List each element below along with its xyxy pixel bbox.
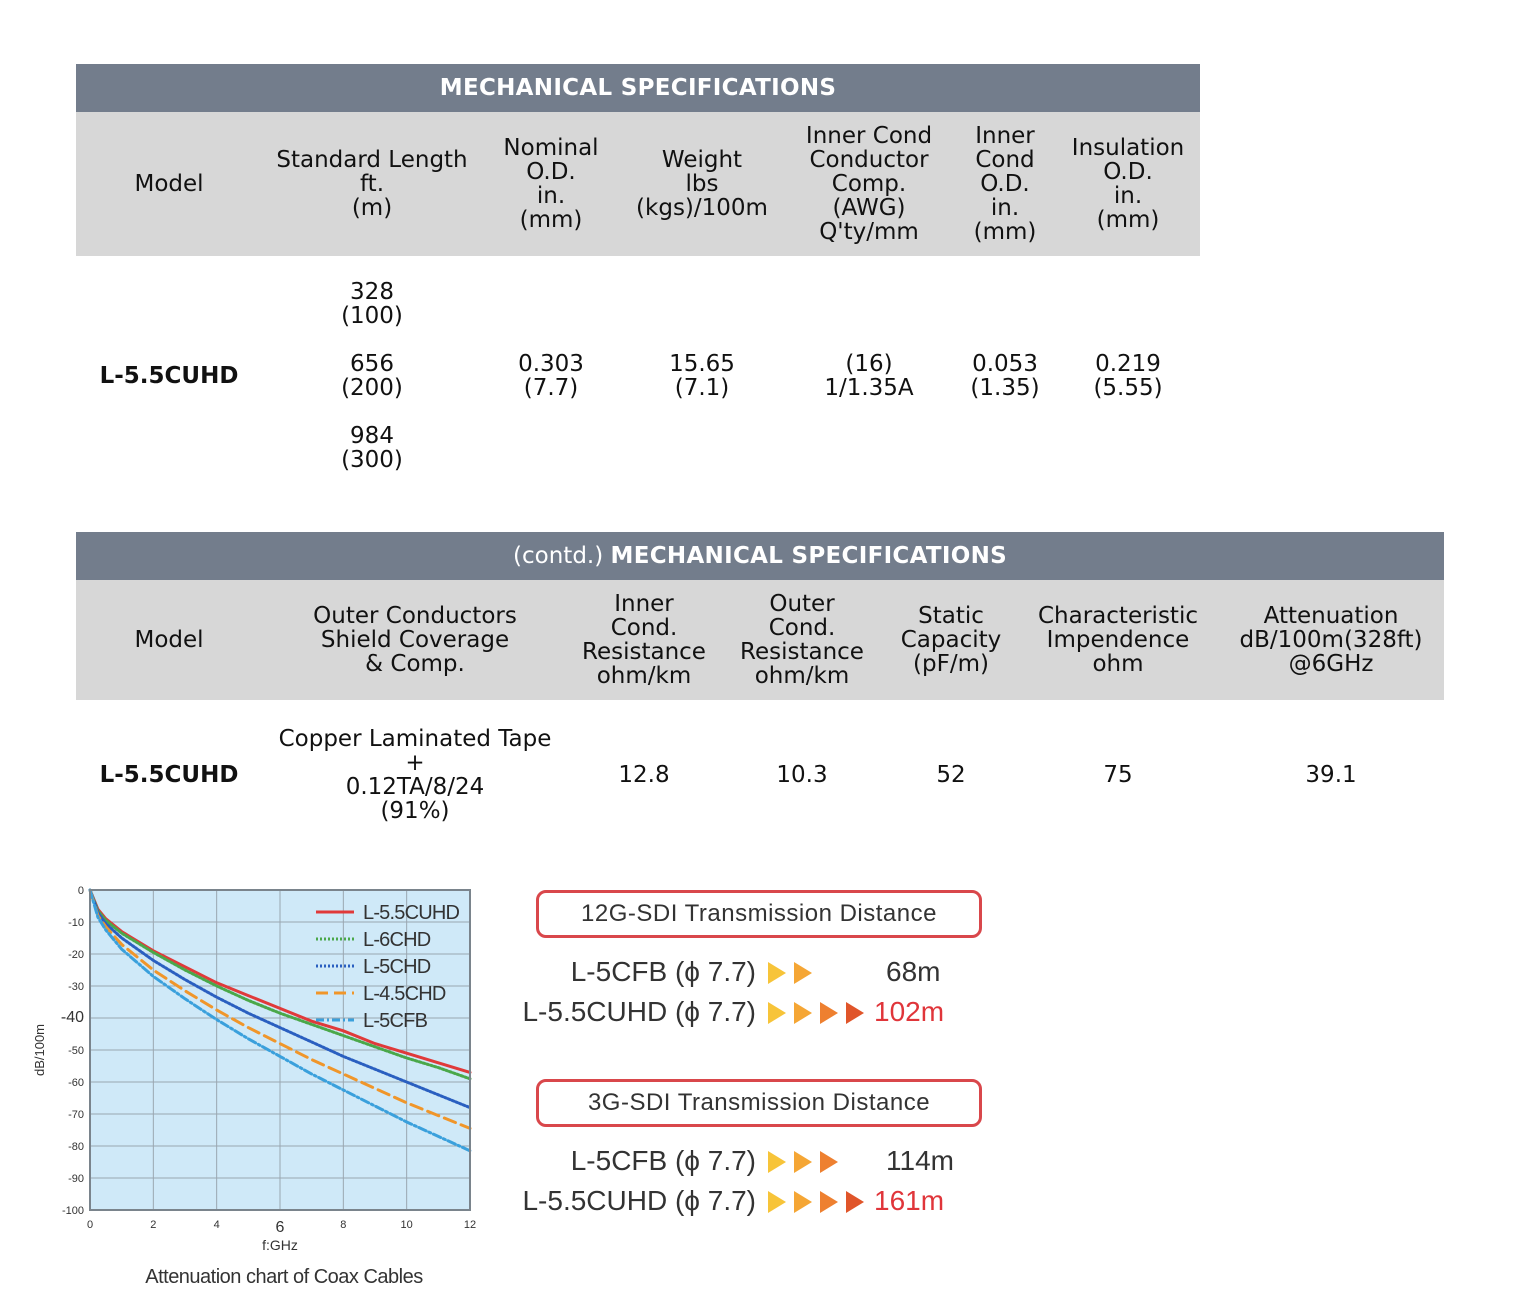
y-tick-labels <box>61 885 84 1217</box>
length-200m: 656 (200) <box>341 351 403 401</box>
model-cell: L-5.5CUHD <box>99 363 239 389</box>
x-tick-label: 12 <box>463 1219 477 1231</box>
cell-line: Capacity <box>900 627 1002 653</box>
outer-resistance-cell: 10.3 <box>776 762 828 788</box>
y-tick-label: -40 <box>60 1009 84 1026</box>
cell-line: lbs <box>685 171 719 197</box>
cell-line: (16) <box>845 351 893 377</box>
cable-name: L-5.5CUHD (ϕ 7.7) <box>522 996 756 1027</box>
arrow-icon <box>794 1002 812 1024</box>
cell-line: Cond <box>975 147 1035 173</box>
mechanical-specs-contd-table <box>76 532 1444 850</box>
header-standard-length <box>262 112 482 256</box>
cell-line: O.D. <box>980 171 1030 197</box>
cable-name: L-5.5CUHD (ϕ 7.7) <box>522 1185 756 1216</box>
cell-line: @6GHz <box>1288 651 1374 677</box>
header-nominal-od <box>482 112 620 256</box>
cell-line: ohm/km <box>596 663 692 689</box>
cell-line: (kgs)/100m <box>636 195 768 221</box>
mechanical-specs-table <box>76 64 1200 496</box>
nominal-od-cell <box>482 256 620 496</box>
cell-line: 0.303 <box>518 351 584 377</box>
cell-line: Shield Coverage <box>320 627 510 653</box>
distance-value: 102m <box>874 996 945 1027</box>
x-tick-label: 4 <box>213 1219 220 1231</box>
cell-line: (91%) <box>380 798 450 824</box>
arrow-icon <box>768 1151 786 1173</box>
x-tick-labels <box>87 1219 476 1236</box>
cell-line: (pF/m) <box>913 651 989 677</box>
header-model: Model <box>76 112 262 256</box>
arrow-icon <box>820 1191 838 1213</box>
cell-line: 0.12TA/8/24 <box>345 774 485 800</box>
y-tick-label: -20 <box>68 949 84 961</box>
outer-shield-cell <box>262 700 568 850</box>
cell-line: 0.053 <box>972 351 1038 377</box>
model-cell: L-5.5CUHD <box>99 762 239 788</box>
header-static-capacity <box>884 580 1018 700</box>
cell-line: (mm) <box>519 207 583 233</box>
cell-line: Insulation <box>1071 135 1185 161</box>
table-row <box>76 700 1444 850</box>
arrow-icon <box>768 962 786 984</box>
cell-line: (AWG) <box>832 195 906 221</box>
x-axis-label: f:GHz <box>262 1237 298 1253</box>
header-weight <box>620 112 784 256</box>
header-inner-cond-od <box>954 112 1056 256</box>
cell-line: Inner Cond <box>805 123 933 149</box>
chart-title: Attenuation chart of Coax Cables <box>145 1266 423 1288</box>
y-tick-label: -90 <box>68 1173 84 1185</box>
arrow-icon <box>820 1002 838 1024</box>
cell-line: (1.35) <box>970 375 1040 401</box>
cell-line: O.D. <box>1103 159 1153 185</box>
arrow-icon <box>794 962 812 984</box>
x-tick-label: 10 <box>400 1219 413 1231</box>
tx-row <box>536 956 956 990</box>
cable-name: L-5CFB (ϕ 7.7) <box>570 956 756 987</box>
cell-line: Cond. <box>610 615 678 641</box>
inner-cond-od-cell <box>954 256 1056 496</box>
weight-cell <box>620 256 784 496</box>
arrow-icon <box>846 1191 864 1213</box>
attenuation-cell: 39.1 <box>1305 762 1357 788</box>
cell-line: O.D. <box>526 159 576 185</box>
x-tick-label: 0 <box>86 1219 94 1231</box>
table-row <box>76 256 1200 496</box>
x-tick-label: 8 <box>340 1219 347 1231</box>
y-tick-label: -30 <box>68 981 84 993</box>
cell-line: Attenuation <box>1263 603 1399 629</box>
arrow-icon <box>794 1191 812 1213</box>
x-tick-label: 6 <box>275 1219 285 1236</box>
cell-line: Resistance <box>582 639 706 665</box>
y-tick-label: -70 <box>68 1109 84 1121</box>
header-outer-resistance <box>720 580 884 700</box>
y-axis-label: dB/100m <box>32 1023 47 1077</box>
header-inner-resistance <box>568 580 720 700</box>
legend-label: L-5CFB <box>363 1010 428 1032</box>
tx-row <box>522 1185 956 1219</box>
cell-line: Impendence <box>1046 627 1190 653</box>
insulation-od-cell <box>1056 256 1200 496</box>
cell-line: Weight <box>661 147 743 173</box>
y-tick-label: -60 <box>68 1077 84 1089</box>
cell-line: ohm/km <box>754 663 850 689</box>
y-tick-label: -80 <box>68 1141 84 1153</box>
header-outer-shield <box>262 580 568 700</box>
cell-line: (7.7) <box>523 375 579 401</box>
cell-line: Comp. <box>831 171 907 197</box>
cell-line: ohm <box>1092 651 1144 677</box>
cell-line: Conductor <box>809 147 929 173</box>
distance-value: 68m <box>886 956 941 987</box>
tx-3g-title: 3G-SDI Transmission Distance <box>536 1079 982 1127</box>
cable-name: L-5CFB (ϕ 7.7) <box>570 1145 756 1176</box>
cell-line: Resistance <box>740 639 864 665</box>
cell-line: (mm) <box>973 219 1037 245</box>
cell-line: ft. <box>359 171 385 197</box>
cell-line: Copper Laminated Tape <box>278 726 552 752</box>
cell-line: 15.65 <box>669 351 735 377</box>
cell-line: Outer Conductors <box>313 603 517 629</box>
cell-line: Q'ty/mm <box>819 219 919 245</box>
header-impedance <box>1018 580 1218 700</box>
tx-12g-title: 12G-SDI Transmission Distance <box>536 890 982 938</box>
length-100m: 328 (100) <box>341 279 403 329</box>
distance-value: 161m <box>874 1185 945 1216</box>
tx-row <box>536 1145 956 1179</box>
cell-line: Characteristic <box>1038 603 1198 629</box>
static-capacity-cell: 52 <box>936 762 966 788</box>
arrow-icon <box>768 1191 786 1213</box>
cell-line: & Comp. <box>365 651 465 677</box>
inner-resistance-cell: 12.8 <box>618 762 670 788</box>
cell-line: + <box>405 750 425 776</box>
cell-line: Static <box>918 603 984 629</box>
cell-line: in. <box>1113 183 1143 209</box>
cell-line: Nominal <box>503 135 599 161</box>
cell-line: 0.219 <box>1095 351 1161 377</box>
header-model: Model <box>76 580 262 700</box>
legend-label: L-4.5CHD <box>363 983 446 1005</box>
length-cell <box>262 256 482 496</box>
arrow-icon <box>846 1002 864 1024</box>
header-insulation-od <box>1056 112 1200 256</box>
cell-line: Standard Length <box>276 147 468 173</box>
legend-label: L-5CHD <box>363 956 431 978</box>
cell-line: (5.55) <box>1093 375 1163 401</box>
cell-line: (7.1) <box>674 375 730 401</box>
y-tick-label: -50 <box>68 1045 84 1057</box>
distance-value: 114m <box>886 1145 954 1176</box>
cell-line: Inner <box>614 591 674 617</box>
y-tick-label: -10 <box>68 917 84 929</box>
cell-line: Inner <box>975 123 1035 149</box>
cell-line: Outer <box>769 591 835 617</box>
table-title: MECHANICAL SPECIFICATIONS <box>76 64 1200 112</box>
tx-row <box>522 996 956 1030</box>
cell-line: 1/1.35A <box>824 375 914 401</box>
cell-line: in. <box>536 183 566 209</box>
cell-line: in. <box>990 195 1020 221</box>
cell-line: (mm) <box>1096 207 1160 233</box>
legend-label: L-6CHD <box>363 929 431 951</box>
arrow-icon <box>820 1151 838 1173</box>
table-title: (contd.) MECHANICAL SPECIFICATIONS <box>76 532 1444 580</box>
y-tick-label: -100 <box>61 1205 84 1217</box>
y-tick-label: 0 <box>77 885 84 897</box>
impedance-cell: 75 <box>1103 762 1133 788</box>
cell-line: dB/100m(328ft) <box>1239 627 1423 653</box>
header-inner-cond-comp <box>784 112 954 256</box>
inner-cond-comp-cell <box>784 256 954 496</box>
attenuation-chart <box>20 880 490 1300</box>
arrow-icon <box>794 1151 812 1173</box>
cell-line: Cond. <box>768 615 836 641</box>
length-300m: 984 (300) <box>341 423 403 473</box>
arrow-icon <box>768 1002 786 1024</box>
legend-label: L-5.5CUHD <box>363 902 460 924</box>
header-attenuation <box>1218 580 1444 700</box>
cell-line: (m) <box>351 195 393 221</box>
x-tick-label: 2 <box>150 1219 157 1231</box>
